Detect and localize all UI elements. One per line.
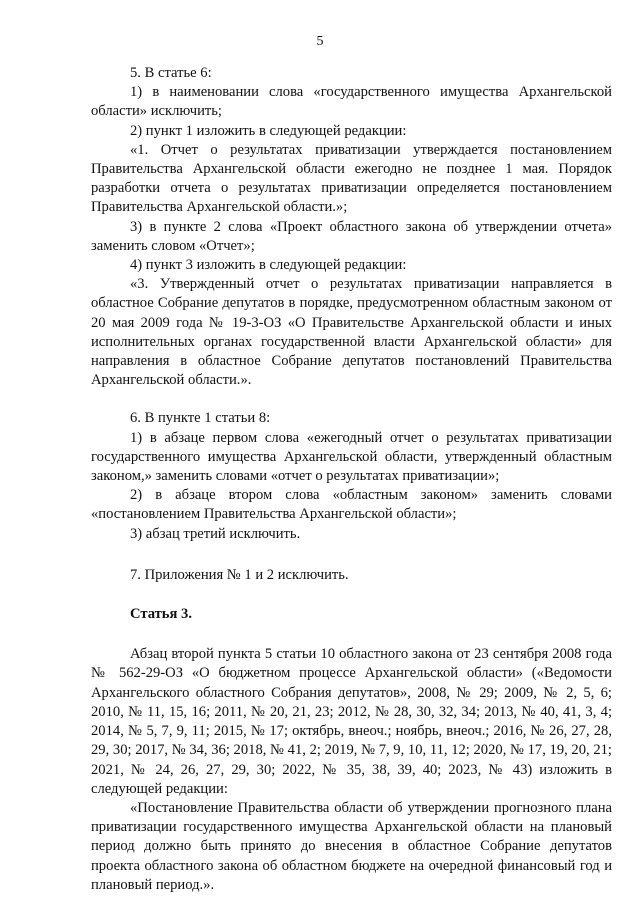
paragraph: 7. Приложения № 1 и 2 исключить.: [130, 566, 349, 583]
paragraph: 2) в абзаце втором слова «областным законом» заменить словами «постановлением Правительства Архангельской области»;: [91, 487, 612, 523]
paragraph: 6. В пункте 1 статьи 8:: [130, 410, 271, 427]
paragraph: 5. В статье 6:: [130, 65, 212, 81]
paragraph: «3. Утвержденный отчет о результатах приватизации направляется в областное Собрание депутатов в порядке, предусмотренном областным законом от 20 мая 2009 года № 19-3-ОЗ «О Правительстве Архангельской области и иных исполнительных органах государственной власти Архангельской области» для направления в областное Собрание депутатов постановлений Правительства Архангельской области.».: [91, 276, 612, 389]
document-body: [91, 64, 612, 895]
paragraph: «1. Отчет о результатах приватизации утверждается постановлением Правительства Архангельской области ежегодно не позднее 1 мая. Порядок разработки отчета о результатах приватизации определяется постановлением Правительства Архангельской области.»;: [91, 141, 612, 216]
page-number: 5: [316, 34, 324, 49]
article-heading: Статья 3.: [130, 606, 192, 623]
paragraph: 1) в абзаце первом слова «ежегодный отчет о результатах приватизации государственного имущества Архангельской области, утвержденный областным законом,» заменить словами «отчет о результатах приватизации»;: [91, 429, 612, 485]
paragraph: 3) в пункте 2 слова «Проект областного закона об утверждении отчета» заменить словом «Отчет»;: [91, 218, 612, 254]
paragraph: 2) пункт 1 изложить в следующей редакции:: [130, 122, 407, 139]
paragraph: 1) в наименовании слова «государственного имущества Архангельской области» исключить;: [91, 84, 612, 120]
paragraph: Абзац второй пункта 5 статьи 10 областного закона от 23 сентября 2008 года № 562-29-ОЗ «О бюджетном процессе Архангельской области» («Ведомости Архангельского областного Собрания депутатов», 2008, № 29; 2009, № 2, 5, 6; 2010, № 11, 15, 16; 2011, № 20, 21, 23; 2012, № 28, 30, 32, 34; 2013, № 40, 41, 3, 4; 2014, № 5, 7, 9, 11; 2015, № 17; октябрь, внеоч.; ноябрь, внеоч.; 2016, № 26, 27, 28, 29, 30; 2017, № 34, 36; 2018, № 41, 2; 2019, № 7, 9, 10, 11, 12; 2020, № 17, 19, 20, 21; 2021, № 24, 26, 27, 29, 30; 2022, № 35, 38, 39, 40; 2023, № 43) изложить в следующей редакции:: [91, 646, 612, 797]
paragraph: «Постановление Правительства области об утверждении прогнозного плана приватизации государственного имущества Архангельской области на плановый период должно быть принято до внесения в областное Собрание депутатов проекта областного закона об областном бюджете на очередной финансовый год и плановый период.».: [91, 799, 612, 893]
paragraph: 3) абзац третий исключить.: [130, 525, 301, 542]
paragraph: 4) пункт 3 изложить в следующей редакции:: [130, 257, 407, 274]
